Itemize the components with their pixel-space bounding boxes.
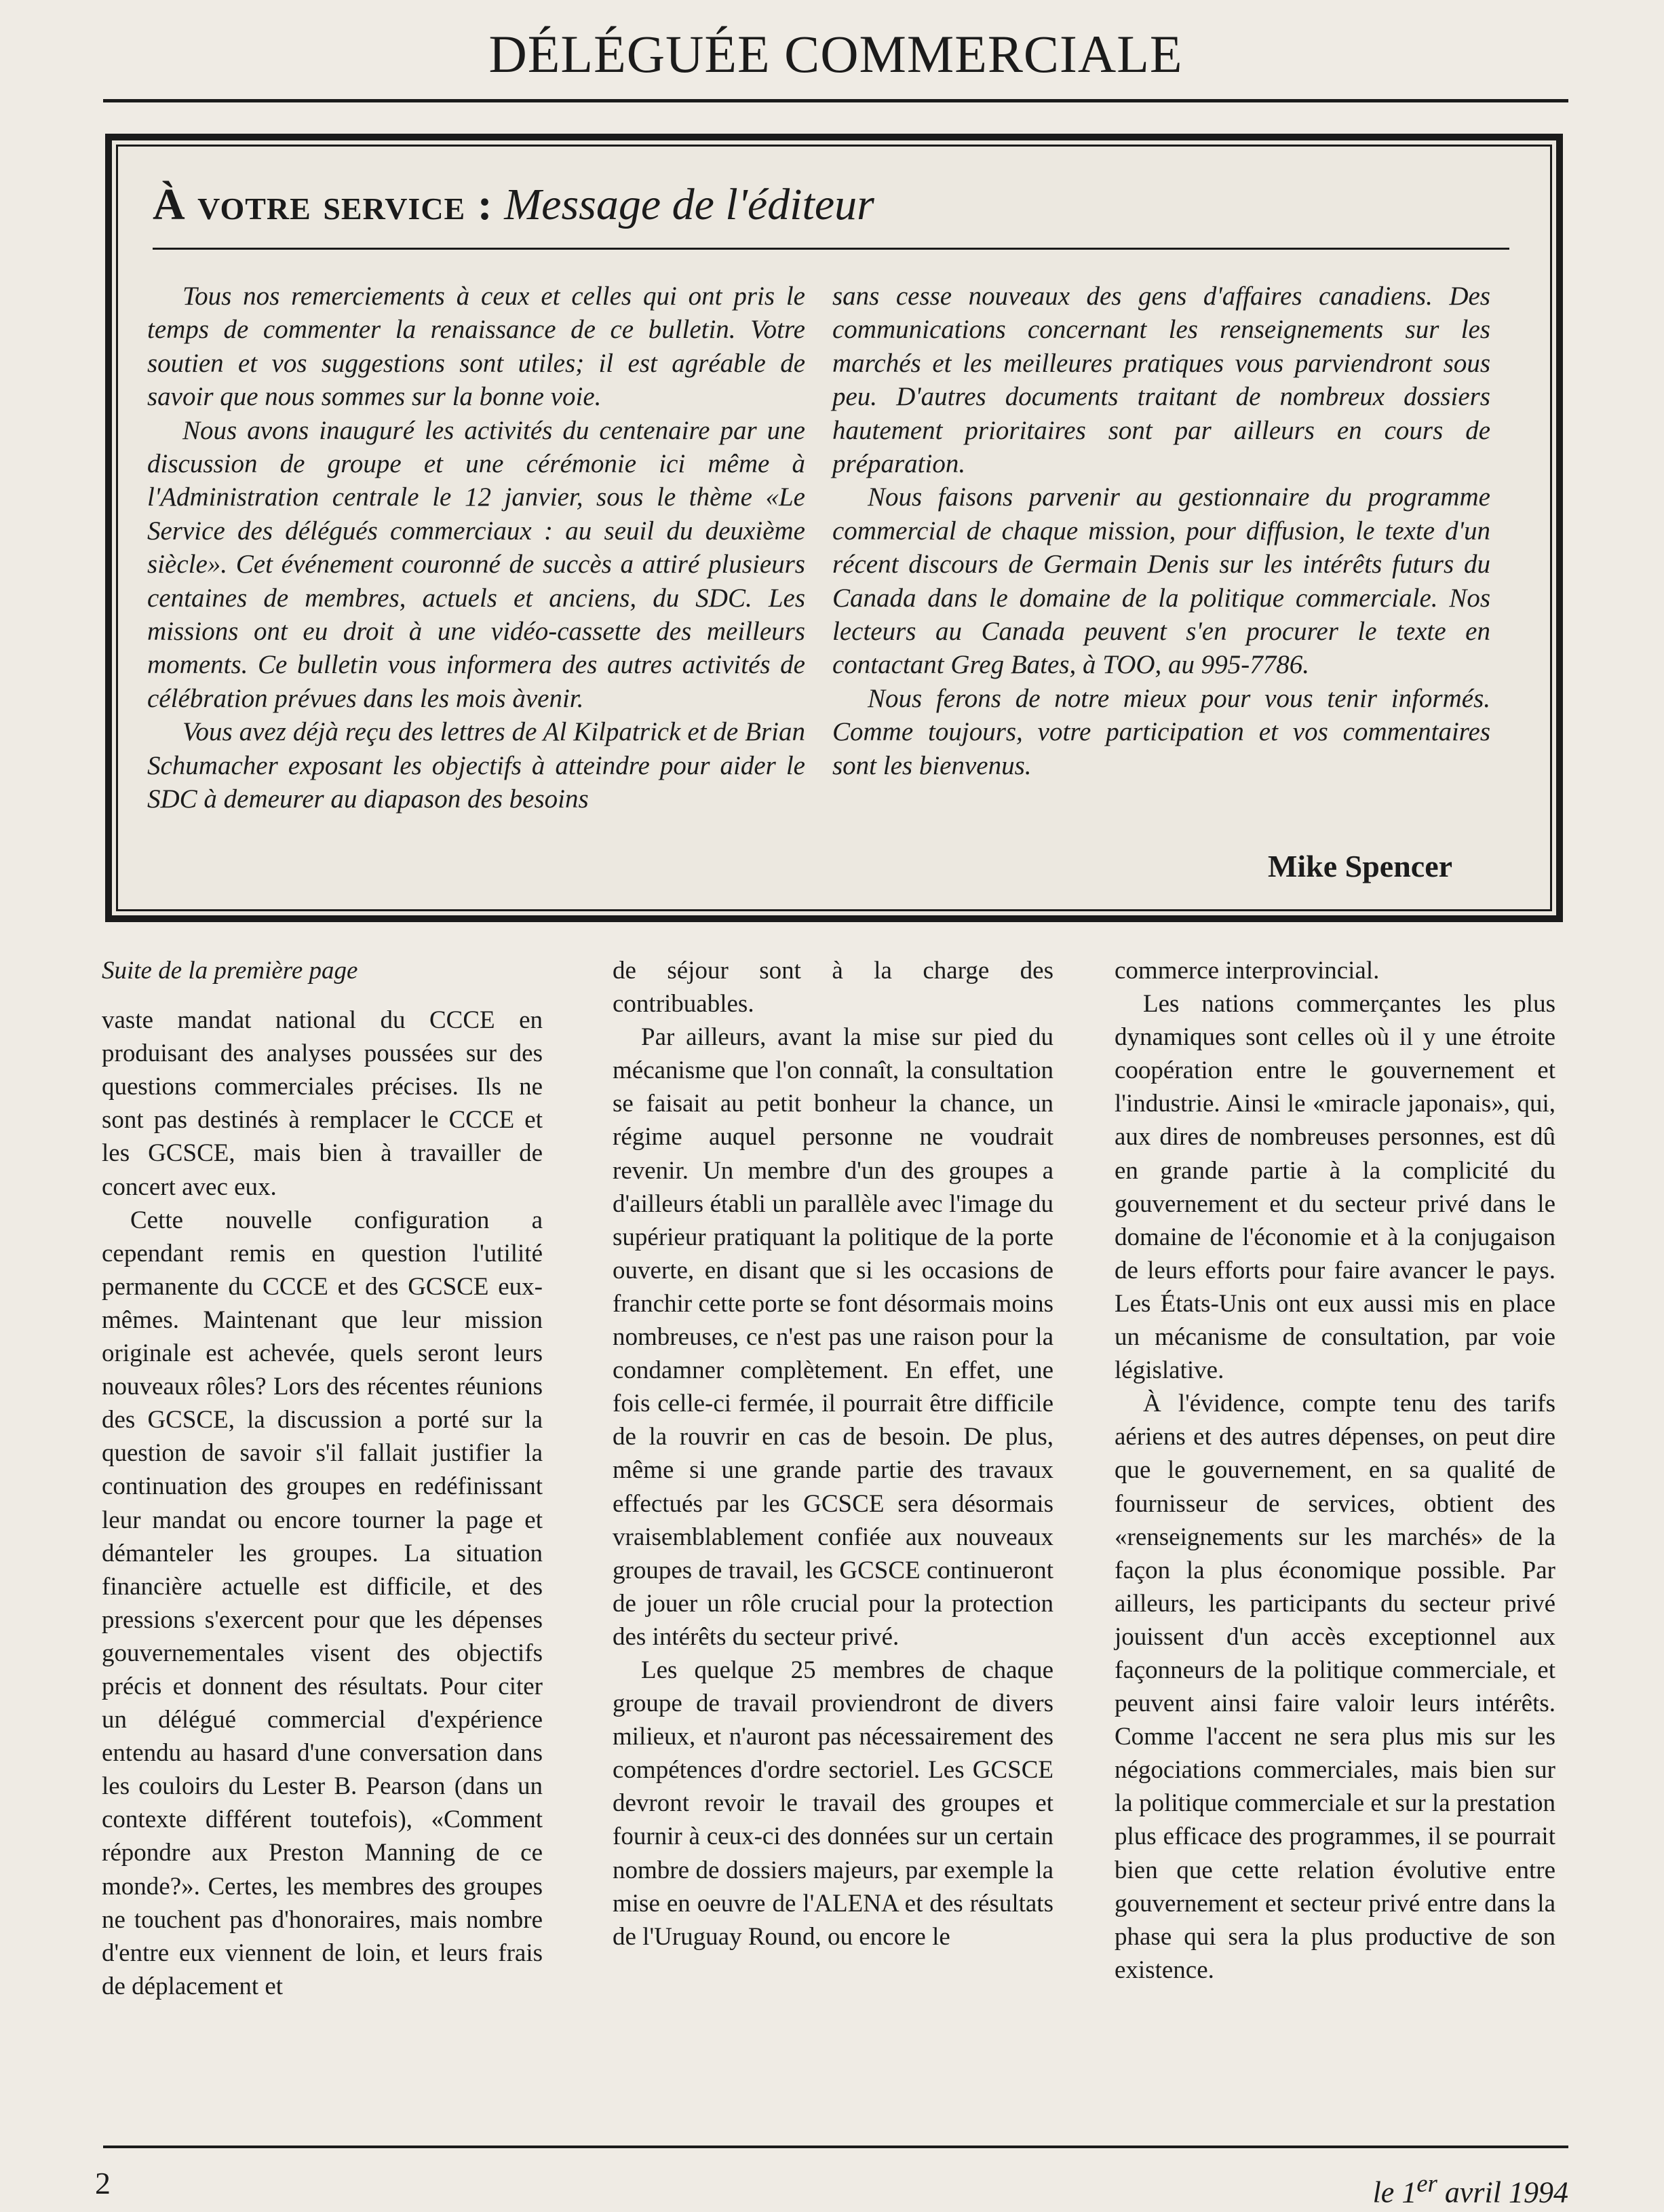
issue-date-superscript: er: [1416, 2169, 1437, 2197]
publication-title: DÉLÉGUÉE COMMERCIALE: [488, 24, 1183, 83]
article-column-1: [102, 954, 543, 2003]
issue-date-suffix: avril 1994: [1437, 2175, 1568, 2209]
editorial-title: [153, 171, 1509, 239]
article-paragraph: Cette nouvelle configuration a cependant remis en question l'utilité permanente du CCCE et des GCSCE eux-mêmes. Maintenant que leur mission originale est achevée, quels seront leurs nouveaux rôles? Lors des récentes réunions des GCSCE, la discussion a porté sur la question de savoir s'il fallait justifier la continuation des groupes en redéfinissant leur mandat ou encore tourner la page et démanteler les groupes. La situation financière actuelle est difficile, et des pressions s'exercent pour que les dépenses gouvernementales visent des objectifs précis et donnent des résultats. Pour citer un délégué commercial d'expérience entendu au hasard d'une conversation dans les couloirs du Lester B. Pearson (dans un contexte différent toutefois), «Comment répondre aux Preston Manning de ce monde?». Certes, les membres des groupes ne touchent pas d'honoraires, mais nombre d'entre eux viennent de loin, et leurs frais de déplacement et: [102, 1206, 543, 2000]
editorial-title-rule: [153, 248, 1509, 250]
article-paragraph: À l'évidence, compte tenu des tarifs aériens et des autres dépenses, on peut dire que le gouvernement, en sa qualité de fournisseur de services, obtient des «renseignements sur les marchés» de la façon la plus économique possible. Par ailleurs, les participants du secteur privé jouissent d'un accès exceptionnel aux façonneurs de la politique commerciale, et peuvent ainsi faire valoir leurs intérêts. Comme l'accent ne sera plus mis sur les négociations commerciales, mais bien sur la politique commerciale et sur la prestation plus efficace des programmes, il se pourrait bien que cette relation évolutive entre gouvernement et secteur privé entre dans la phase qui sera la plus productive de son existence.: [1115, 1390, 1555, 1984]
article-paragraph: de séjour sont à la charge des contribuables.: [613, 957, 1053, 1018]
editorial-paragraph: Nous faisons parvenir au gestionnaire du programme commercial de chaque mission, pour diffusion, le texte d'un récent discours de Germain Denis sur les intérêts futurs du Canada dans le domaine de la politique commerciale. Nos lecteurs au Canada peuvent s'en procurer le texte en contactant Greg Bates, à TOO, au 995-7786.: [832, 482, 1490, 680]
article-paragraph: Les quelque 25 membres de chaque groupe de travail proviendront de divers milieux, et n'auront pas nécessairement des compétences d'ordre sectoriel. Les GCSCE devront revoir le travail des groupes et fournir à ceux-ci des données sur un certain nombre de dossiers majeurs, par exemple la mise en oeuvre de l'ALENA et des résultats de l'Uruguay Round, ou encore le: [613, 1656, 1053, 1951]
editorial-column-right: [832, 280, 1490, 782]
editorial-box: [105, 134, 1563, 922]
article-paragraph: commerce interprovincial.: [1115, 957, 1380, 985]
article-paragraph: Par ailleurs, avant la mise sur pied du mécanisme que l'on connaît, la consultation se faisait au petit bonheur la chance, un régime auquel personne ne voudrait revenir. Un membre d'un des groupes a d'ailleurs établi un parallèle avec l'image du supérieur pratiquant la politique de la porte ouverte, en disant que si les occasions de franchir cette porte se font désormais moins nombreuses, ce n'est pas une raison pour la condamner complètement. En effet, une fois celle-ci fermée, il pourrait être difficile de la rouvrir en cas de besoin. De plus, même si une grande partie des travaux effectués par les GCSCE sera désormais vraisemblablement confiée aux nouveaux groupes de travail, les GCSCE continueront de jouer un rôle crucial pour la protection des intérêts du secteur privé.: [613, 1023, 1053, 1651]
editorial-title-italic: Message de l'éditeur: [504, 180, 874, 229]
editorial-column-left: [147, 280, 805, 816]
footer-rule: [103, 2146, 1568, 2148]
editorial-paragraph: Nous avons inauguré les activités du centenaire par une discussion de groupe et une cérémonie ici même à l'Administration centrale le 12 janvier, sous le thème «Le Service des délégués commerciaux : au seuil du deuxième siècle». Cet événement couronné de succès a attiré plusieurs centaines de membres, actuels et anciens, du SDC. Les missions ont eu droit à une vidéo-cassette des meilleurs moments. Ce bulletin vous informera des autres activités de célébration prévues dans les mois àvenir.: [147, 415, 805, 713]
editorial-paragraph: sans cesse nouveaux des gens d'affaires canadiens. Des communications concernant les renseignements sur les marchés et les meilleures pratiques vous parviendront sous peu. D'autres documents traitant de nombreux dossiers hautement prioritaires sont par ailleurs en cours de préparation.: [832, 282, 1490, 479]
editorial-paragraph: Tous nos remerciements à ceux et celles qui ont pris le temps de commenter la renaissance de ce bulletin. Votre soutien et vos suggestions sont utiles; il est agréable de savoir que nous sommes sur la bonne voie.: [147, 282, 805, 412]
editorial-title-caps: À votre service :: [153, 180, 493, 229]
article-paragraph: vaste mandat national du CCCE en produisant des analyses poussées sur des questions commerciales précises. Ils ne sont pas destinés à remplacer le CCCE et les GCSCE, mais bien à travailler de concert avec eux.: [102, 1006, 543, 1201]
page-number: 2: [95, 2166, 111, 2200]
article-column-3: [1115, 954, 1555, 1987]
issue-date: [1330, 2165, 1568, 2212]
continuation-kicker: Suite de la première page: [102, 957, 358, 985]
article-paragraph: Les nations commerçantes les plus dynamiques sont celles où il y une étroite coopération entre le gouvernement et l'industrie. Ainsi le «miracle japonais», qui, aux dires de nombreuses personnes, est dû en grande partie à la complicité du gouvernement et du secteur privé dans le domaine de l'économie et à la conjugaison de leurs efforts pour faire avancer le pays. Les États-Unis ont eux aussi mis en place un mécanisme de consultation, par voie législative.: [1115, 990, 1555, 1385]
issue-date-prefix: le 1: [1372, 2175, 1417, 2209]
masthead-rule: [103, 99, 1568, 102]
editorial-paragraph: Nous ferons de notre mieux pour vous tenir informés. Comme toujours, votre participation et vos commentaires sont les bienvenus.: [832, 683, 1490, 780]
editorial-paragraph: Vous avez déjà reçu des lettres de Al Kilpatrick et de Brian Schumacher exposant les objectifs à atteindre pour aider le SDC à demeurer au diapason des besoins: [147, 717, 805, 814]
editor-signature: Mike Spencer: [1267, 849, 1453, 883]
article-column-2: [613, 954, 1053, 1953]
